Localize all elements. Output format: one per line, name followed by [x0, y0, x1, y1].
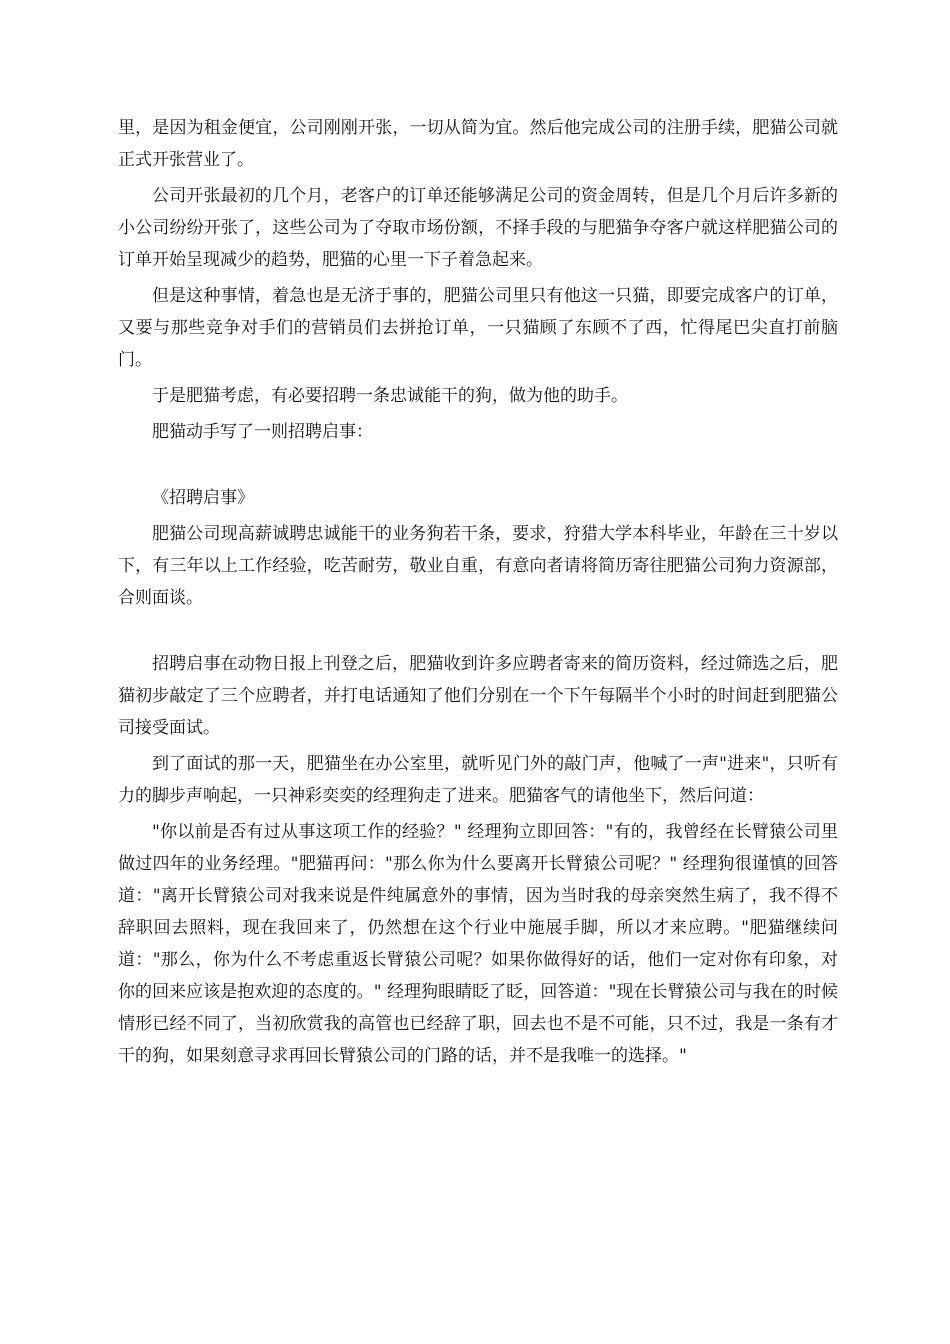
paragraph: 到了面试的那一天，肥猫坐在办公室里，就听见门外的敲门声，他喊了一声"进来"，只听有力的脚步声响起，一只神彩奕奕的经理狗走了进来。肥猫客气的请他坐下，然后问道： — [118, 754, 838, 806]
paragraph: 但是这种事情，着急也是无济于事的，肥猫公司里只有他这一只猫，即要完成客户的订单，又要与那些竞争对手们的营销员们去拼抢订单，一只猫顾了东顾不了西，忙得尾巴尖直打前脑门。 — [118, 286, 838, 370]
section-gap — [118, 618, 838, 648]
paragraph-continued: 里，是因为租金便宜，公司刚刚开张，一切从简为宜。然后他完成公司的注册手续，肥猫公司就正式开张营业了。 — [118, 118, 838, 170]
notice-body: 肥猫公司现高薪诚聘忠诚能干的业务狗若干条，要求，狩猎大学本科毕业，年龄在三十岁以下，有三年以上工作经验，吃苦耐劳，敬业自重，有意向者请将简历寄往肥猫公司狗力资源部，合则面谈。 — [118, 524, 838, 608]
paragraph: 于是肥猫考虑，有必要招聘一条忠诚能干的狗，做为他的助手。 — [152, 386, 628, 406]
notice-title: 《招聘启事》 — [152, 488, 254, 508]
section-gap — [118, 452, 838, 482]
paragraph: 公司开张最初的几个月，老客户的订单还能够满足公司的资金周转，但是几个月后许多新的小公司纷纷开张了，这些公司为了夺取市场份额，不择手段的与肥猫争夺客户就这样肥猫公司的订单开始呈现减少的趋势，肥猫的心里一下子着急起来。 — [118, 186, 838, 270]
paragraph: 肥猫动手写了一则招聘启事： — [152, 422, 373, 442]
document-page — [118, 112, 838, 1076]
paragraph: "你以前是否有过从事这项工作的经验？" 经理狗立即回答："有的，我曾经在长臂猿公司里做过四年的业务经理。"肥猫再问："那么你为什么要离开长臂猿公司呢？" 经理狗很谨慎的回答道："离开长臂猿公司对我来说是件纯属意外的事情，因为当时我的母亲突然生病了，我不得不辞职回去照料，现在我回来了，仍然想在这个行业中施展手脚，所以才来应聘。"肥猫继续问道："那么，你为什么不考虑重返长臂猿公司呢？如果你做得好的话，他们一定对你有印象，对你的回来应该是抱欢迎的态度的。" 经理狗眼睛眨了眨，回答道："现在长臂猿公司与我在的时候情形已经不同了，当初欣赏我的高管也已经辞了职，回去也不是不可能，只不过，我是一条有才干的狗，如果刻意寻求再回长臂猿公司的门路的话，并不是我唯一的选择。" — [118, 822, 838, 1066]
paragraph: 招聘启事在动物日报上刊登之后，肥猫收到许多应聘者寄来的简历资料，经过筛选之后，肥猫初步敲定了三个应聘者，并打电话通知了他们分别在一个下午每隔半个小时的时间赶到肥猫公司接受面试。 — [118, 654, 838, 738]
